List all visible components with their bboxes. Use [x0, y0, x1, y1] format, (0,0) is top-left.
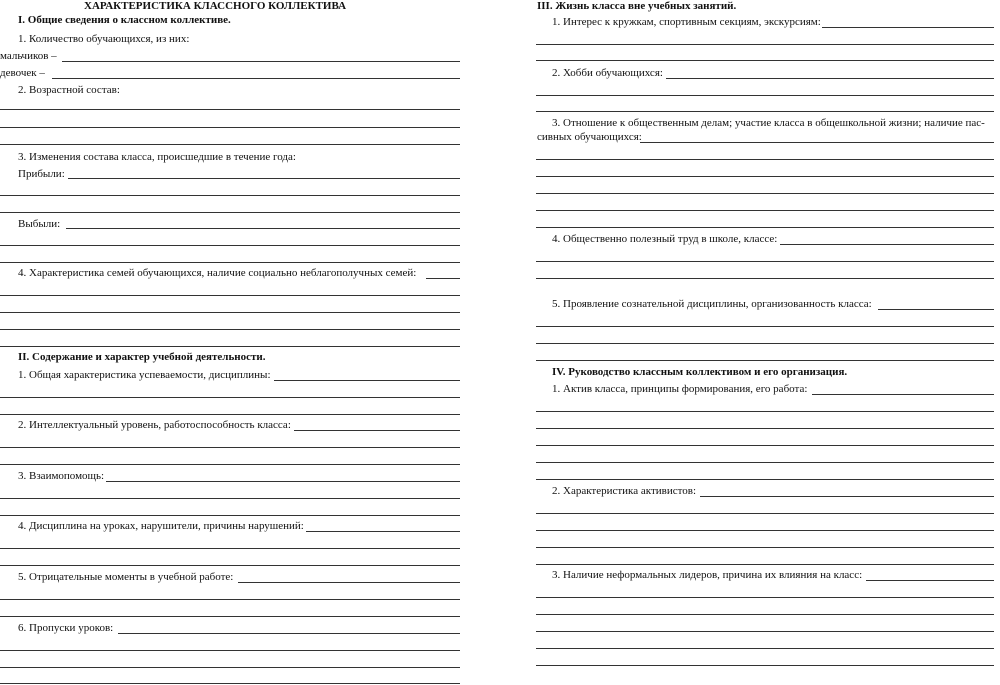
answer-line[interactable] [536, 428, 994, 429]
answer-line[interactable] [536, 479, 994, 480]
answer-line[interactable] [878, 309, 994, 310]
question-2-4: 4. Дисциплина на уроках, нарушители, причины нарушений: [18, 520, 304, 532]
answer-line[interactable] [536, 261, 994, 262]
answer-line[interactable] [536, 176, 994, 177]
question-2-5: 5. Отрицательные моменты в учебной работе: [18, 571, 234, 583]
answer-line[interactable] [238, 582, 460, 583]
question-3-5: 5. Проявление сознательной дисциплины, организованность класса: [552, 298, 872, 310]
section-4-heading: IV. Руководство классным коллективом и его организация. [552, 366, 848, 378]
answer-line[interactable] [0, 144, 460, 145]
answer-line[interactable] [0, 109, 460, 110]
answer-line[interactable] [0, 548, 460, 549]
question-1-2: 2. Возрастной состав: [18, 84, 120, 96]
section-1-heading: I. Общие сведения о классном коллективе. [18, 14, 231, 26]
answer-line[interactable] [536, 227, 994, 228]
page-title: ХАРАКТЕРИСТИКА КЛАССНОГО КОЛЛЕКТИВА [84, 0, 347, 12]
question-4-1: 1. Актив класса, принципы формирования, его работа: [552, 383, 808, 395]
answer-line[interactable] [0, 650, 460, 651]
answer-line[interactable] [426, 278, 460, 279]
answer-line[interactable] [0, 667, 460, 668]
answer-line[interactable] [274, 380, 460, 381]
question-3-3: 3. Отношение к общественным делам; участие класса в общешкольной жизни; наличие пас- [552, 117, 985, 129]
answer-line[interactable] [536, 193, 994, 194]
answer-line[interactable] [536, 631, 994, 632]
boys-label: мальчиков – [0, 50, 57, 62]
answer-line[interactable] [536, 111, 994, 112]
answer-line[interactable] [536, 44, 994, 45]
answer-line[interactable] [536, 530, 994, 531]
answer-line[interactable] [0, 127, 460, 128]
answer-line[interactable] [0, 565, 460, 566]
answer-line[interactable] [0, 245, 460, 246]
question-2-2: 2. Интеллектуальный уровень, работоспособность класса: [18, 419, 291, 431]
question-2-6: 6. Пропуски уроков: [18, 622, 114, 634]
boys-field[interactable] [62, 61, 460, 62]
arrived-label: Прибыли: [18, 168, 65, 180]
section-3-heading: III. Жизнь класса вне учебных занятий. [537, 0, 737, 12]
girls-label: девочек – [0, 67, 45, 79]
answer-line[interactable] [536, 513, 994, 514]
answer-line[interactable] [536, 665, 994, 666]
question-2-1: 1. Общая характеристика успеваемости, дисциплины: [18, 369, 271, 381]
answer-line[interactable] [0, 397, 460, 398]
answer-line[interactable] [536, 343, 994, 344]
answer-line[interactable] [0, 312, 460, 313]
left-field[interactable] [66, 228, 460, 229]
question-3-1: 1. Интерес к кружкам, спортивным секциям, экскурсиям: [552, 16, 821, 28]
answer-line[interactable] [536, 547, 994, 548]
answer-line[interactable] [536, 614, 994, 615]
girls-field[interactable] [52, 78, 460, 79]
question-3-4: 4. Общественно полезный труд в школе, классе: [552, 233, 778, 245]
answer-line[interactable] [0, 683, 460, 684]
question-3-2: 2. Хобби обучающихся: [552, 67, 663, 79]
answer-line[interactable] [866, 580, 994, 581]
question-1-4: 4. Характеристика семей обучающихся, наличие социально неблагополучных семей: [18, 267, 417, 279]
answer-line[interactable] [536, 326, 994, 327]
question-2-3: 3. Взаимопомощь: [18, 470, 105, 482]
answer-line[interactable] [536, 360, 994, 361]
answer-line[interactable] [536, 210, 994, 211]
answer-line[interactable] [812, 394, 994, 395]
answer-line[interactable] [0, 515, 460, 516]
answer-line[interactable] [536, 411, 994, 412]
answer-line[interactable] [536, 278, 994, 279]
answer-line[interactable] [666, 78, 994, 79]
answer-line[interactable] [0, 447, 460, 448]
answer-line[interactable] [0, 498, 460, 499]
question-4-2: 2. Характеристика активистов: [552, 485, 697, 497]
answer-line[interactable] [0, 329, 460, 330]
answer-line[interactable] [0, 262, 460, 263]
answer-line[interactable] [306, 531, 460, 532]
answer-line[interactable] [822, 27, 994, 28]
answer-line[interactable] [0, 195, 460, 196]
answer-line[interactable] [0, 295, 460, 296]
section-2-heading: II. Содержание и характер учебной деятельности. [18, 351, 266, 363]
answer-line[interactable] [780, 244, 994, 245]
answer-line[interactable] [0, 212, 460, 213]
answer-line[interactable] [106, 481, 460, 482]
question-4-3: 3. Наличие неформальных лидеров, причина их влияния на класс: [552, 569, 863, 581]
answer-line[interactable] [536, 648, 994, 649]
answer-line[interactable] [0, 346, 460, 347]
question-1-1: 1. Количество обучающихся, из них: [18, 33, 190, 45]
answer-line[interactable] [536, 60, 994, 61]
answer-line[interactable] [536, 597, 994, 598]
left-label: Выбыли: [18, 218, 61, 230]
answer-line[interactable] [118, 633, 460, 634]
question-1-3: 3. Изменения состава класса, происшедшие в течение года: [18, 151, 296, 163]
answer-line[interactable] [700, 496, 994, 497]
answer-line[interactable] [0, 599, 460, 600]
answer-line[interactable] [536, 564, 994, 565]
answer-line[interactable] [536, 445, 994, 446]
answer-line[interactable] [0, 414, 460, 415]
answer-line[interactable] [536, 159, 994, 160]
answer-line[interactable] [536, 95, 994, 96]
answer-line[interactable] [0, 616, 460, 617]
answer-line[interactable] [640, 142, 994, 143]
arrived-field[interactable] [68, 178, 460, 179]
answer-line[interactable] [294, 430, 460, 431]
answer-line[interactable] [536, 462, 994, 463]
answer-line[interactable] [0, 464, 460, 465]
question-3-3-cont: сивных обучающихся: [537, 131, 642, 143]
